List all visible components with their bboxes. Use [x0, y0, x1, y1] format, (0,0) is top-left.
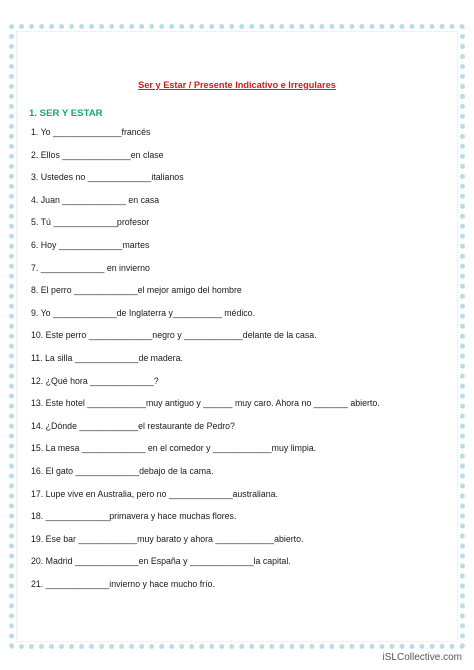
sentence-6: 6. Hoy _____________martes	[31, 239, 150, 250]
sentence-21: 21. _____________invierno y hace mucho frío.	[31, 578, 215, 589]
sentence-14: 14. ¿Dónde ____________el restaurante de Pedro?	[31, 420, 235, 431]
sentence-13: 13. Este hotel ____________muy antiguo y ______ muy caro. Ahora no _______ abierto.	[31, 398, 380, 409]
sentence-9: 9. Yo _____________de Inglaterra y__________ médico.	[31, 307, 256, 318]
exercise-list	[31, 121, 451, 595]
sentence-18: 18. _____________primavera y hace muchas flores.	[31, 511, 237, 522]
sentence-10: 10. Este perro _____________negro y ____________delante de la casa.	[31, 330, 317, 341]
sentence-5: 5. Tú _____________profesor	[31, 217, 150, 228]
sentence-12: 12. ¿Qué hora _____________?	[31, 375, 159, 386]
sentence-8: 8. El perro _____________el mejor amigo del hombre	[31, 285, 242, 296]
worksheet-title: Ser y Estar / Presente Indicativo e Irregulares	[138, 80, 336, 90]
section-heading: 1. SER Y ESTAR	[29, 108, 103, 119]
sentence-7: 7. _____________ en invierno	[31, 262, 150, 273]
sentence-4: 4. Juan _____________ en casa	[31, 194, 160, 205]
sentence-17: 17. Lupe vive en Australia, pero no _____________australiana.	[31, 488, 278, 499]
sentence-11: 11. La silla _____________de madera.	[31, 352, 183, 363]
sentence-20: 20. Madrid _____________en España y _____________la capital.	[31, 556, 291, 567]
sentence-1: 1. Yo ______________francés	[31, 127, 151, 137]
site-watermark: iSLCollective.com	[382, 652, 462, 663]
sentence-16: 16. El gato _____________debajo de la cama.	[31, 465, 214, 476]
sentence-15: 15. La mesa _____________ en el comedor y ____________muy limpia.	[31, 443, 317, 454]
sentence-19: 19. Ese bar ____________muy barato y ahora ____________abierto.	[31, 533, 304, 544]
sentence-2: 2. Ellos ______________en clase	[31, 149, 164, 160]
sentence-3: 3. Ustedes no _____________italianos	[31, 172, 184, 183]
